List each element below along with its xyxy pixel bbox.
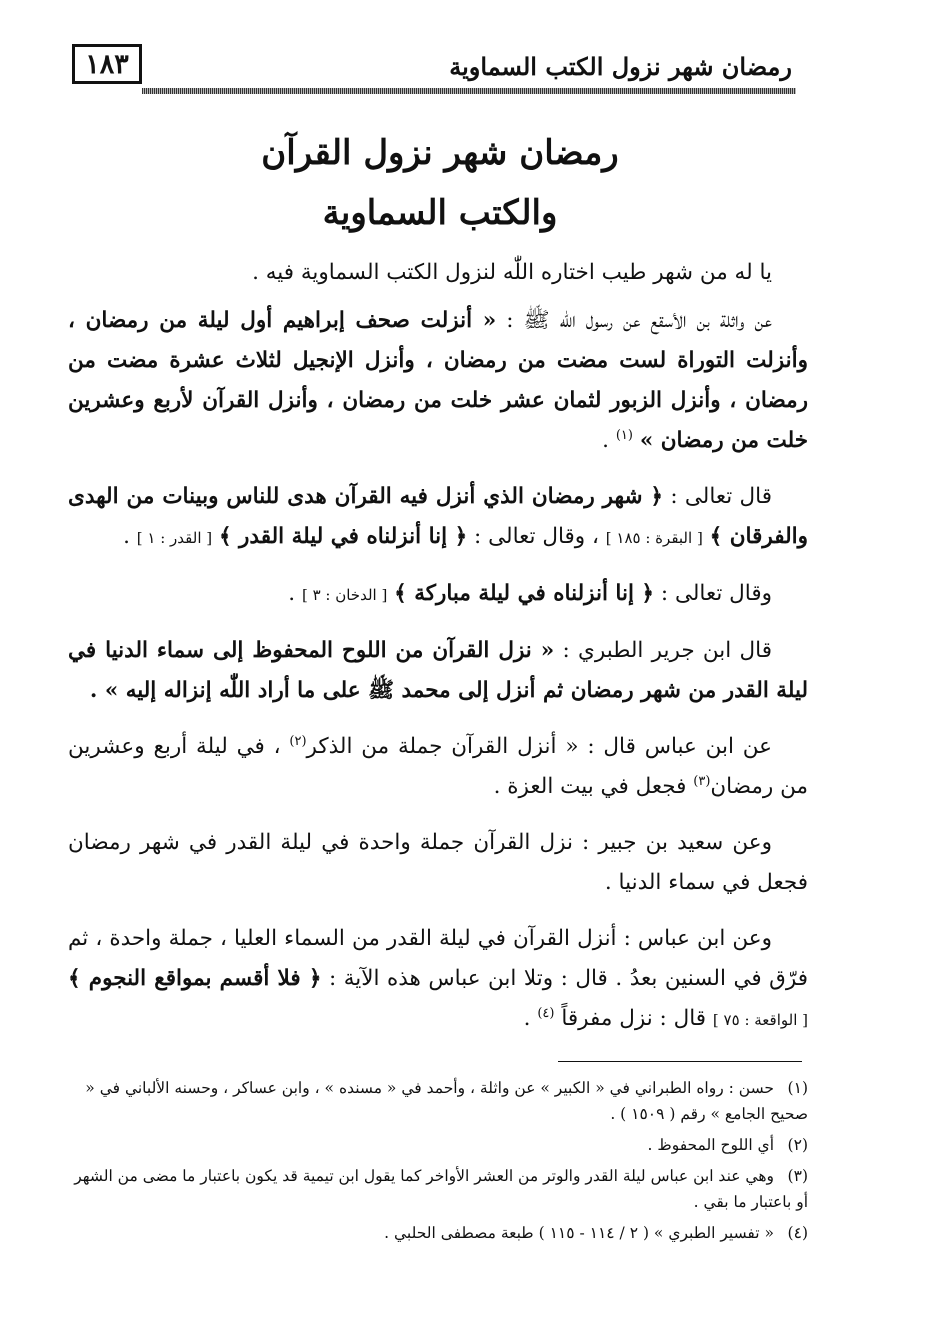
verse-connector: ، وقال تعالى :: [474, 524, 599, 549]
footnote-text: وهي عند ابن عباس ليلة القدر والوتر من العشر الأواخر كما يقول ابن تيمية قد يكون باعتبار ما مضى من الشهر أو باعتبار ما بقي .: [74, 1167, 808, 1211]
footnotes: [58, 1075, 808, 1251]
footnote-mark-3[interactable]: (٣): [693, 773, 711, 789]
final-period: .: [523, 1006, 531, 1031]
tabari-intro: قال ابن جرير الطبري :: [562, 638, 772, 663]
said-ibn-jubair-text: وعن سعيد بن جبير : نزل القرآن جملة واحدة في ليلة القدر في شهر رمضان فجعل في سماء الدنيا .: [68, 830, 808, 895]
ibn-abbas-second-text: وعن ابن عباس : أنزل القرآن في ليلة القدر من السماء العليا ، جملة واحدة ، ثم فرّق في السنين بعدُ . قال : وتلا ابن عباس هذه الآية :: [68, 926, 808, 991]
ibn-abbas-text-3: فجعل في بيت العزة .: [493, 774, 687, 799]
verse-reference-waqia: [ الواقعة : ٧٥ ]: [712, 1011, 808, 1029]
verse-reference-dukhan: [ الدخان : ٣ ]: [301, 586, 388, 604]
verse-intro: قال تعالى :: [670, 484, 772, 509]
paragraph-7: [68, 823, 808, 903]
ibn-abbas-closing: قال : نزل مفرقاً: [561, 1006, 707, 1031]
paragraph-5: [68, 631, 808, 711]
verse-reference-qadr: [ القدر : ١ ]: [136, 529, 213, 547]
footnote-number: (٤): [787, 1224, 808, 1242]
quran-verse-qadr: ﴿ إنا أنزلناه في ليلة القدر ﴾: [218, 524, 468, 549]
hadith-quote: « أنزلت صحف إبراهيم أول ليلة من رمضان ، وأنزلت التوراة لست مضت من رمضان ، وأنزل الإنجيل لثلاث عشرة مضت من رمضان ، وأنزل الزبور لثمان عشر خلت من رمضان ، وأنزل القرآن لأربع وعشرين خلت من رمضان »: [68, 308, 808, 453]
running-title: رمضان شهر نزول الكتب السماوية: [449, 52, 792, 81]
body-text: [68, 253, 808, 1056]
footnote-4: [58, 1220, 808, 1246]
footnote-1: [58, 1075, 808, 1127]
paragraph-3: قال تعالى : ﴿ شهر رمضان الذي أنزل فيه القرآن هدى للناس وبينات من الهدى والفرقان ﴾ [ البقرة : ١٨٥ ] ، وقال تعالى : ﴿ إنا أنزلناه في ليلة القدر ﴾ [ القدر : ١ ] .: [68, 484, 808, 549]
ibn-abbas-text-1: عن ابن عباس قال : « أنزل القرآن جملة من الذكر: [306, 734, 772, 759]
footnote-separator: [558, 1061, 802, 1062]
tabari-quote: « نزل القرآن من اللوح المحفوظ إلى سماء الدنيا في ليلة القدر من شهر رمضان ثم أنزل إلى محمد ﷺ على ما أراد اللّٰه إنزاله إليه » .: [68, 638, 808, 703]
page-header: [62, 40, 792, 96]
paragraph-6: [68, 727, 808, 807]
footnote-mark-1[interactable]: (١): [615, 427, 633, 443]
footnote-text: أي اللوح المحفوظ .: [647, 1136, 774, 1154]
verse-intro-2: وقال تعالى :: [660, 581, 772, 606]
paragraph-4: وقال تعالى : ﴿ إنا أنزلناه في ليلة مباركة ﴾ [ الدخان : ٣ ] .: [288, 581, 772, 606]
page-number: ١٨٣: [72, 44, 142, 84]
chapter-title-line-1: رمضان شهر نزول القرآن: [261, 133, 619, 173]
paragraph-8: [68, 919, 808, 1040]
hadith-intro: عن واثلة بن الأسقع عن رسول اللّٰه ﷺ :: [506, 308, 772, 333]
footnote-mark-4[interactable]: (٤): [537, 1005, 555, 1021]
ibn-abbas-text-2: ، في ليلة أربع وعشرين من رمضان: [68, 734, 808, 799]
header-rule: [142, 88, 796, 94]
quran-verse-baqara: ﴿ شهر رمضان الذي أنزل فيه القرآن هدى للناس وبينات من الهدى والفرقان ﴾: [68, 484, 808, 549]
chapter-title-line-2: والكتب السماوية: [322, 193, 558, 233]
paragraph-1: [68, 253, 808, 293]
footnote-number: (٢): [787, 1136, 808, 1154]
quran-verse-dukhan: ﴿ إنا أنزلناه في ليلة مباركة ﴾: [394, 581, 655, 606]
paragraph-2: عن واثلة بن الأسقع عن رسول اللّٰه ﷺ : « أنزلت صحف إبراهيم أول ليلة من رمضان ، وأنزلت التوراة لست مضت من رمضان ، وأنزل الإنجيل لثلاث عشرة مضت من رمضان ، وأنزل الزبور لثمان عشر خلت من رمضان ، وأنزل القرآن لأربع وعشرين خلت من رمضان » $^{(١)}$ .: [68, 308, 808, 453]
footnote-text: حسن : رواه الطبراني في « الكبير » عن واثلة ، وأحمد في « مسنده » ، وابن عساكر ، وحسنه الألباني في « صحيح الجامع » رقم ( ١٥٠٩ ) .: [85, 1079, 808, 1123]
quran-verse-waqia: ﴿ فلا أقسم بمواقع النجوم ﴾: [68, 966, 322, 991]
footnote-3: [58, 1163, 808, 1215]
footnote-2: [58, 1132, 808, 1158]
footnote-number: (١): [787, 1079, 808, 1097]
verse-reference-baqara: [ البقرة : ١٨٥ ]: [605, 529, 703, 547]
footnote-mark-2[interactable]: (٢): [289, 733, 307, 749]
footnote-text: « تفسير الطبري » ( ٢ / ١١٤ - ١١٥ ) طبعة مصطفى الحلبي .: [384, 1224, 774, 1242]
paragraph-1-text: يا له من شهر طيب اختاره اللّٰه لنزول الكتب السماوية فيه .: [252, 260, 772, 285]
footnote-number: (٣): [787, 1167, 808, 1185]
